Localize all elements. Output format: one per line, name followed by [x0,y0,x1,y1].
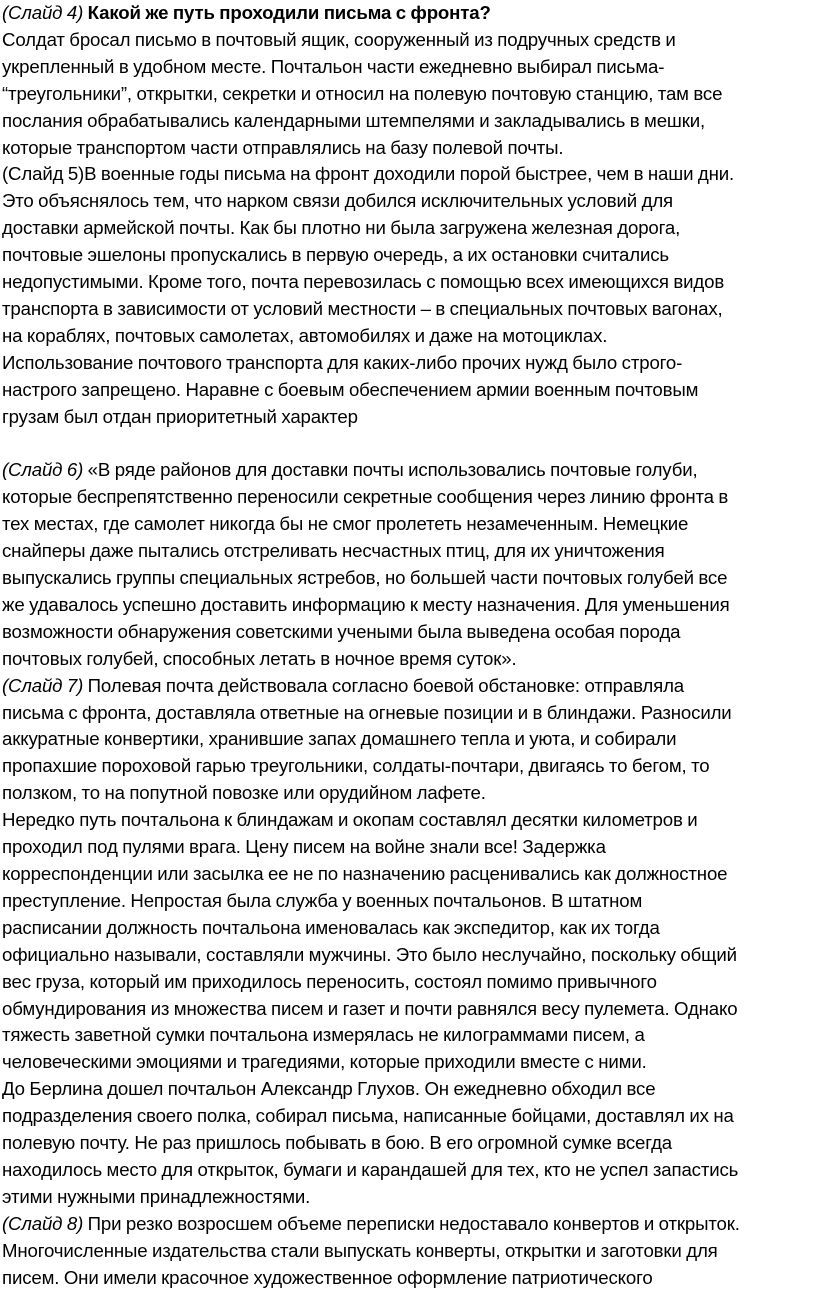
text-line [2,942,812,969]
text-line [2,404,812,431]
slide-reference: (Слайд 4) [2,2,88,23]
blank-line [2,431,814,458]
line-text: писем. Они имели красочное художественное оформление патриотического [2,1266,653,1288]
text-line [2,457,812,484]
line-text: укрепленный в удобном месте. Почтальон части ежедневно выбирал письма- [2,55,665,77]
line-text: “треугольники”, открытки, секретки и относил на полевую почтовую станцию, там все [2,82,723,104]
text-line [2,1157,812,1184]
text-line [2,1103,812,1130]
line-text: полевую почту. Не раз пришлось побывать в бою. В его огромной сумке всегда [2,1132,673,1154]
text-line [2,0,812,27]
line-text: послания обрабатывались календарными штемпелями и закладывались в мешки, [2,109,706,131]
line-text: Нередко путь почтальона к блиндажам и окопам составлял десятки километров и [2,809,698,831]
text-line [2,861,812,888]
text-line [2,969,812,996]
line-text: подразделения своего полка, собирал письма, написанные бойцами, доставлял их на [2,1105,734,1127]
text-line [2,188,812,215]
text-line [2,161,812,188]
line-text: снайперы даже пытались отстреливать несчастных птиц, для их уничтожения [2,540,665,562]
text-line [2,780,812,807]
text-line [2,81,812,108]
document-page [2,0,814,1291]
line-text: письма с фронта, доставляла ответные на огневые позиции и в блиндажи. Разносили [2,701,732,723]
text-line [2,323,812,350]
text-line [2,807,812,834]
line-text: Полевая почта действовала согласно боевой обстановке: отправляла [87,674,685,696]
line-text: выпускались группы специальных ястребов, но большей части почтовых голубей все [2,567,728,589]
text-line [2,108,812,135]
text-line [2,996,812,1023]
text-line [2,1238,812,1265]
line-text: При резко возросшем объеме переписки недоставало конвертов и открыток. [87,1212,740,1234]
line-text: человеческими эмоциями и трагедиями, которые приходили вместе с ними. [2,1051,647,1073]
text-line [2,296,812,323]
line-text: (Слайд 5)В военные годы письма на фронт доходили порой быстрее, чем в наши дни. [2,163,735,185]
text-line [2,511,812,538]
text-line [2,592,812,619]
line-text: Использование почтового транспорта для каких-либо прочих нужд было строго- [2,351,683,373]
line-text: почтовых голубей, способных летать в ночное время суток». [2,647,517,669]
text-line [2,646,812,673]
text-line [2,377,812,404]
line-text: Это объяснялось тем, что нарком связи добился исключительных условий для [2,190,674,212]
text-line [2,888,812,915]
slide-reference: (Слайд 6) [2,459,88,481]
line-text: пропахшие пороховой гарью треугольники, солдаты-почтари, двигаясь то бегом, то [2,755,710,777]
text-line [2,27,812,54]
text-line [2,915,812,942]
text-line [2,1076,812,1103]
line-text: находилось место для открыток, бумаги и карандашей для тех, кто не успел запастись [2,1158,739,1180]
line-text: «В ряде районов для доставки почты использовались почтовые голуби, [87,459,698,481]
line-text: корреспонденции или засылка ее не по назначению расценивались как должностное [2,862,728,884]
text-line [2,350,812,377]
text-line [2,619,812,646]
line-text: ползком, то на попутной повозке или орудийном лафете. [2,782,486,804]
line-text: тяжесть заветной сумки почтальона измерялась не килограммами писем, а [2,1024,645,1046]
text-line [2,1184,812,1211]
line-text: Многочисленные издательства стали выпускать конверты, открытки и заготовки для [2,1239,718,1261]
text-line [2,753,812,780]
line-text: возможности обнаружения советскими учеными была выведена особая порода [2,620,681,642]
line-text: преступление. Непростая была служба у военных почтальонов. В штатном [2,889,643,911]
text-line [2,726,812,753]
text-line [2,565,812,592]
line-text: Солдат бросал письмо в почтовый ящик, сооруженный из подручных средств и [2,28,676,50]
text-line [2,1265,812,1292]
text-line [2,673,812,700]
text-line [2,1022,812,1049]
line-text: официально называли, составляли мужчины. Это было неслучайно, поскольку общий [2,943,737,965]
text-line [2,54,812,81]
text-line [2,484,812,511]
text-line [2,215,812,242]
text-line [2,538,812,565]
line-text: этими нужными принадлежностями. [2,1185,311,1207]
line-text: грузам был отдан приоритетный характер [2,405,358,427]
text-line [2,834,812,861]
text-line [2,1211,812,1238]
line-text: почтовые эшелоны пропускались в первую очередь, а их остановки считались [2,244,669,266]
line-text: проходил под пулями врага. Цену писем на войне знали все! Задержка [2,836,606,858]
line-text: расписании должность почтальона именовалась как экспедитор, как их тогда [2,916,660,938]
line-text: До Берлина дошел почтальон Александр Глухов. Он ежедневно обходил все [2,1078,656,1100]
line-text: аккуратные конвертики, хранившие запах домашнего тепла и уюта, и собирали [2,728,677,750]
text-line [2,242,812,269]
line-text: обмундирования из множества писем и газет и почти равнялся весу пулемета. Однако [2,997,738,1019]
line-text: недопустимыми. Кроме того, почта перевозилась с помощью всех имеющихся видов [2,271,725,293]
text-line [2,700,812,727]
line-text: на кораблях, почтовых самолетах, автомобилях и даже на мотоциклах. [2,324,608,346]
line-text: настрого запрещено. Наравне с боевым обеспечением армии военным почтовым [2,378,699,400]
line-text: транспорта в зависимости от условий местности – в специальных почтовых вагонах, [2,297,723,319]
section-heading: Какой же путь проходили письма с фронта? [87,2,491,23]
line-text: вес груза, который им приходилось переносить, состоял помимо привычного [2,970,657,992]
text-line [2,1049,812,1076]
line-text: которые транспортом части отправлялись на базу полевой почты. [2,136,564,158]
text-line [2,1130,812,1157]
text-line [2,135,812,162]
line-text: которые беспрепятственно переносили секретные сообщения через линию фронта в [2,486,729,508]
text-line [2,269,812,296]
slide-reference: (Слайд 8) [2,1212,88,1234]
line-text: доставки армейской почты. Как бы плотно ни была загружена железная дорога, [2,217,681,239]
slide-reference: (Слайд 7) [2,674,88,696]
line-text: же удавалось успешно доставить информацию к месту назначения. Для уменьшения [2,593,730,615]
line-text: тех местах, где самолет никогда бы не смог пролететь незамеченным. Немецкие [2,513,689,535]
